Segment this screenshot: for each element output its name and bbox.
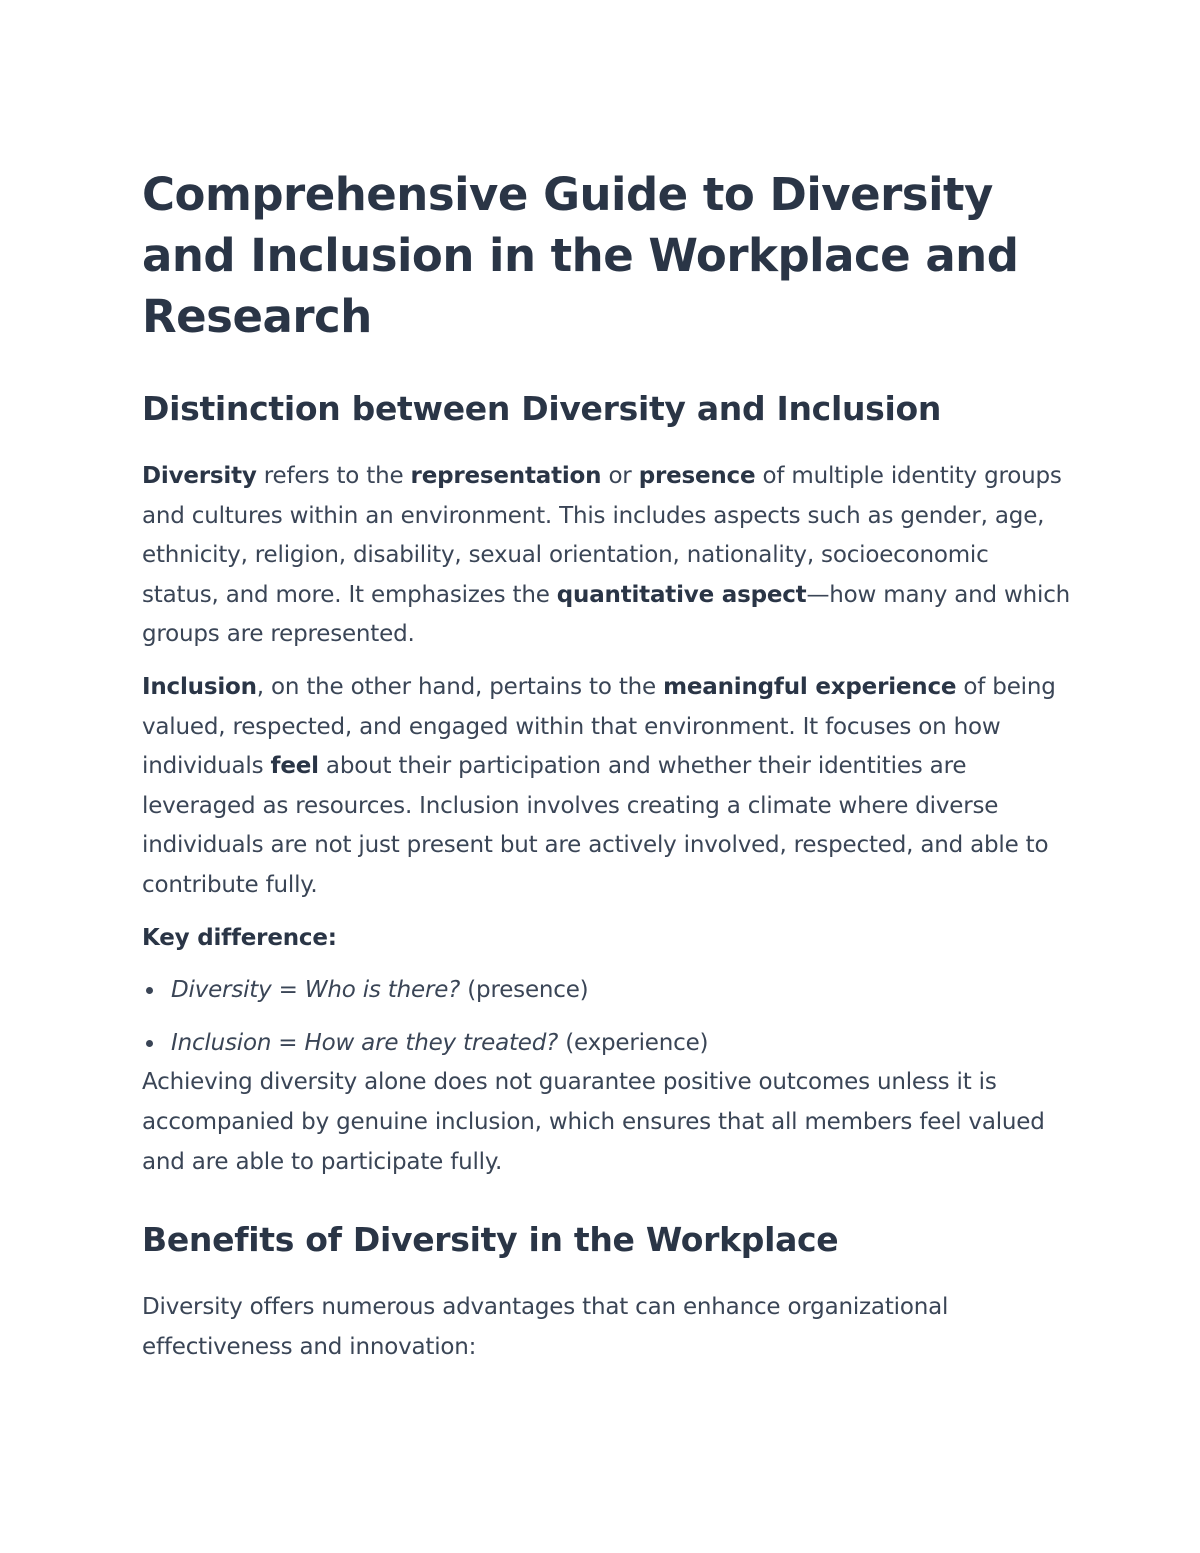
paragraph-benefits-intro: Diversity offers numerous advantages that can enhance organizational effectiveness and innovation: [142, 1294, 949, 1360]
section-heading-benefits: Benefits of Diversity in the Workplace [142, 1220, 839, 1260]
list-item: Inclusion = How are they treated? (experience) [142, 1024, 1072, 1064]
paragraph-achieving-diversity: Achieving diversity alone does not guarantee positive outcomes unless it is accompanied by genuine inclusion, which ensures that all members feel valued and are able to participate fully. [142, 1069, 1045, 1175]
paragraph-diversity-definition: Diversity refers to the representation or presence of multiple identity groups and cultures within an environment. This includes aspects such as gender, age, ethnicity, religion, disability, sexual orientation, nationality, socioeconomic status, and more. It emphasizes the quantitative aspect—how many and which groups are represented. [142, 463, 1071, 648]
list-item: Diversity = Who is there? (presence) [142, 971, 1072, 1011]
document-page [142, 164, 1072, 1367]
paragraph-inclusion-definition: Inclusion, on the other hand, pertains to the meaningful experience of being valued, respected, and engaged within that environment. It focuses on how individuals feel about their participation and whether their identities are leveraged as resources. Inclusion involves creating a climate where diverse individuals are not just present but are actively involved, respected, and able to contribute fully. [142, 673, 1056, 898]
document-title: Comprehensive Guide to Diversity and Inclusion in the Workplace and Research [142, 168, 1019, 343]
key-difference-list [142, 971, 1072, 1063]
bullet-icon [146, 987, 153, 994]
section-heading-distinction: Distinction between Diversity and Inclusion [142, 389, 942, 428]
bullet-icon [146, 1040, 153, 1047]
key-difference-label: Key difference: [142, 924, 337, 951]
